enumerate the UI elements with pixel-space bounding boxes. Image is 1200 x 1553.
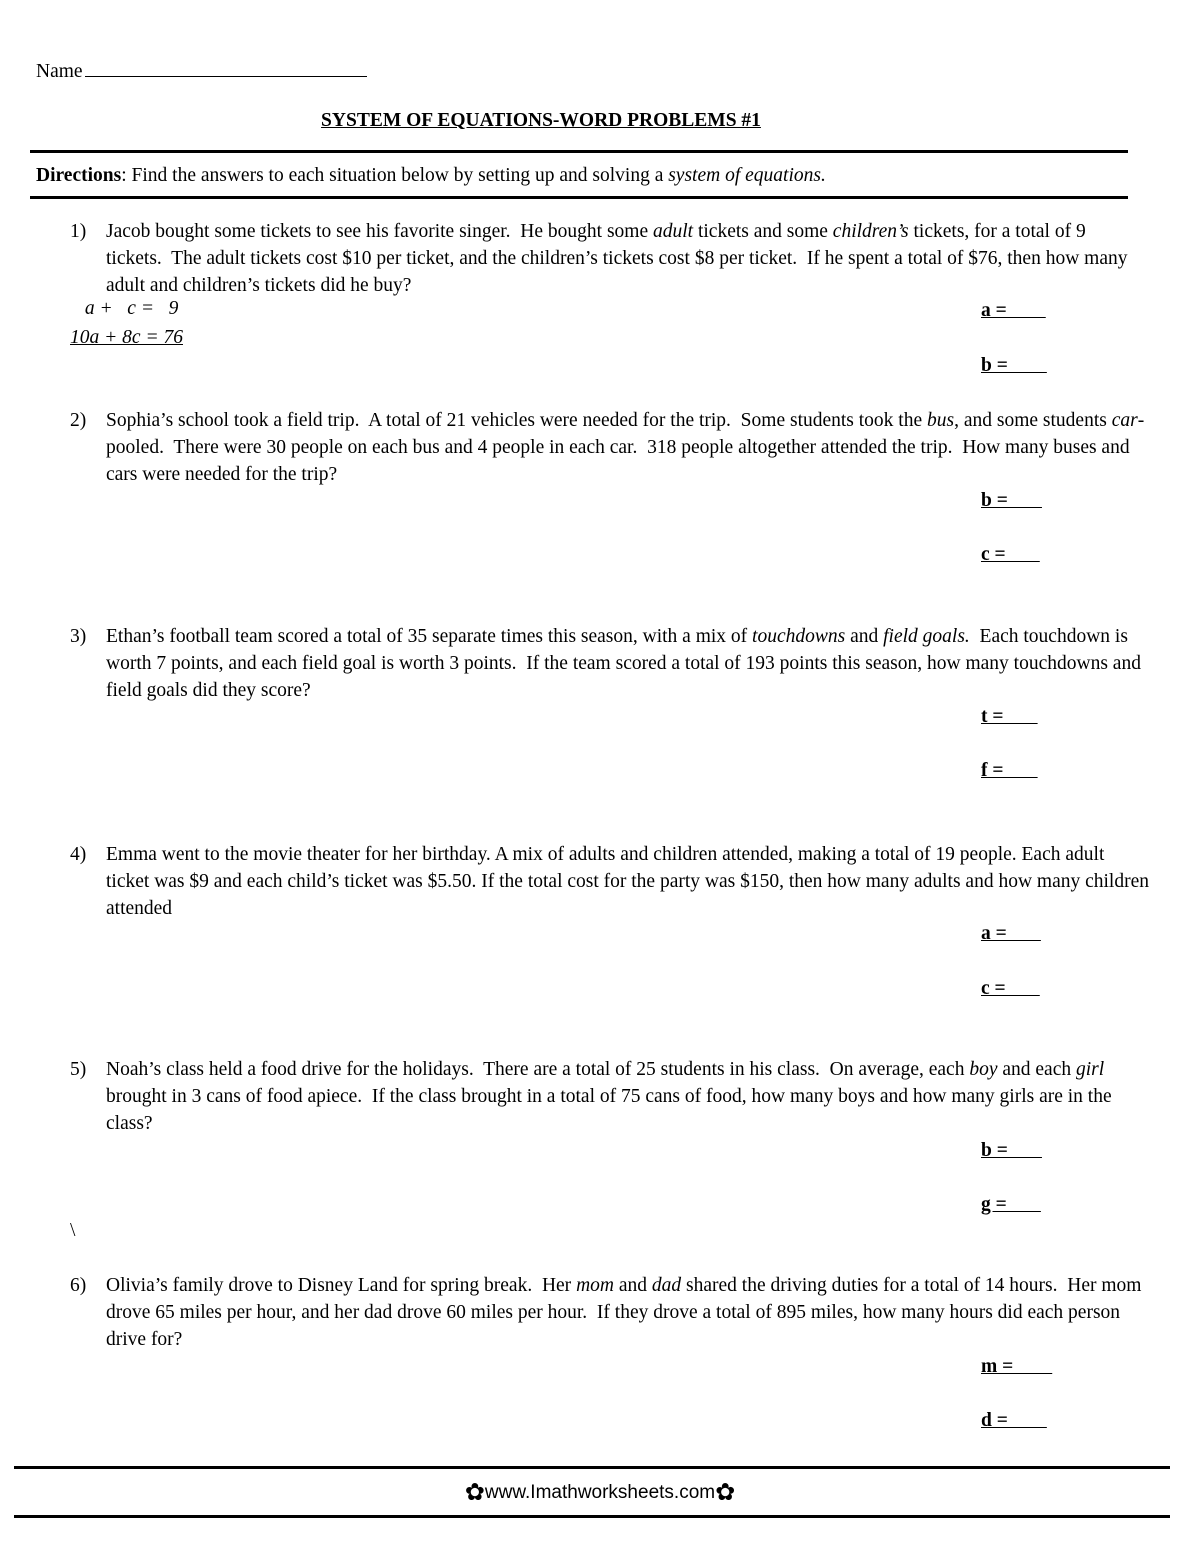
answer-blank-b[interactable]: b = xyxy=(981,1140,1042,1161)
worksheet-title: SYSTEM OF EQUATIONS-WORD PROBLEMS #1 xyxy=(321,110,761,131)
problem-text: Jacob bought some tickets to see his favorite singer. He bought some adult tickets and some children’s tickets, for a total of 9 tickets. The adult tickets cost $10 per ticket, and the children’s tickets cost $8 per ticket. If he spent a total of $76, then how many adult and children’s tickets did he buy? xyxy=(106,221,1128,296)
answer-blank-c[interactable]: c = xyxy=(981,544,1040,565)
answer-blank-c[interactable]: c = xyxy=(981,978,1040,999)
answer-blank-d[interactable]: d = xyxy=(981,1410,1047,1431)
problem-number: 4) xyxy=(70,844,87,865)
answer-blank-t[interactable]: t = xyxy=(981,706,1038,727)
answer-blank-g[interactable]: g = xyxy=(981,1194,1041,1215)
problem-4 xyxy=(70,841,1150,922)
answer-blank-m[interactable]: m = xyxy=(981,1356,1053,1377)
stray-mark: \ xyxy=(70,1220,76,1241)
name-field xyxy=(36,58,367,83)
problem-5 xyxy=(70,1056,1150,1137)
answer-blank-b[interactable]: b = xyxy=(981,490,1042,511)
problem-number: 1) xyxy=(70,221,87,242)
problem-6 xyxy=(70,1272,1150,1353)
answer-blank-a[interactable]: a = xyxy=(981,300,1046,321)
name-blank-line xyxy=(85,58,367,77)
footer-bottom-divider xyxy=(14,1515,1170,1518)
emphasis-word: girl xyxy=(1076,1059,1105,1080)
emphasis-word: children’s xyxy=(832,221,909,242)
name-label: Name xyxy=(36,61,83,82)
equation-2: 10a + 8c = 76 xyxy=(70,327,183,348)
problem-1 xyxy=(70,218,1150,299)
emphasis-word: field goals. xyxy=(883,626,970,647)
footer-top-divider xyxy=(14,1466,1170,1469)
problem-text: Emma went to the movie theater for her birthday. A mix of adults and children attended, making a total of 19 people. Each adult ticket was $9 and each child’s ticket was $5.50. If the total cost for the party was $150, then how many adults and how many children attended xyxy=(106,844,1149,919)
problem-text: Olivia’s family drove to Disney Land for spring break. Her mom and dad shared the driving duties for a total of 14 hours. Her mom drove 65 miles per hour, and her dad drove 60 miles per hour. If they drove a total of 895 miles, how many hours did each person drive for? xyxy=(106,1275,1142,1350)
problem-number: 3) xyxy=(70,626,87,647)
clover-flower-icon: ✿ xyxy=(464,1478,485,1506)
emphasis-word: mom xyxy=(576,1275,614,1296)
directions-text: : Find the answers to each situation below by setting up and solving a xyxy=(121,165,669,186)
equation-1: a + c = 9 xyxy=(80,298,179,319)
problem-text: Sophia’s school took a field trip. A total of 21 vehicles were needed for the trip. Some students took the bus, and some students car-pooled. There were 30 people on each bus and 4 people in each car. 318 people altogether attended the trip. How many buses and cars were needed for the trip? xyxy=(106,410,1145,485)
emphasis-word: dad xyxy=(651,1275,682,1296)
problem-text: Ethan’s football team scored a total of 35 separate times this season, with a mix of touchdowns and field goals. Each touchdown is worth 7 points, and each field goal is worth 3 points. If the team scored a total of 193 points this season, how many touchdowns and field goals did they score? xyxy=(106,626,1141,701)
problem-text: Noah’s class held a food drive for the holidays. There are a total of 25 students in his class. On average, each boy and each girl brought in 3 cans of food apiece. If the class brought in a total of 75 cans of food, how many boys and how many girls are in the class? xyxy=(106,1059,1112,1134)
problem-number: 2) xyxy=(70,410,87,431)
emphasis-word: car xyxy=(1111,410,1138,431)
footer-url[interactable]: www.Imathworksheets.com xyxy=(484,1482,716,1503)
answer-blank-b[interactable]: b = xyxy=(981,355,1047,376)
emphasis-word: adult xyxy=(652,221,694,242)
clover-flower-icon: ✿ xyxy=(715,1478,736,1506)
answer-blank-a[interactable]: a = xyxy=(981,923,1041,944)
problem-number: 5) xyxy=(70,1059,87,1080)
top-divider xyxy=(30,150,1128,153)
answer-blank-f[interactable]: f = xyxy=(981,760,1038,781)
problem-text-part: Jacob bought some tickets to see his favorite singer. He bought some xyxy=(106,221,653,242)
problem-3 xyxy=(70,623,1150,704)
directions-divider xyxy=(30,196,1128,199)
problem-2 xyxy=(70,407,1150,488)
emphasis-word: touchdowns xyxy=(752,626,846,647)
directions-emphasis: system of equations. xyxy=(668,165,826,186)
problem-number: 6) xyxy=(70,1275,87,1296)
emphasis-word: bus xyxy=(927,410,955,431)
footer xyxy=(0,1478,1200,1506)
directions xyxy=(36,165,826,187)
directions-label: Directions xyxy=(36,165,122,186)
emphasis-word: boy xyxy=(969,1059,998,1080)
